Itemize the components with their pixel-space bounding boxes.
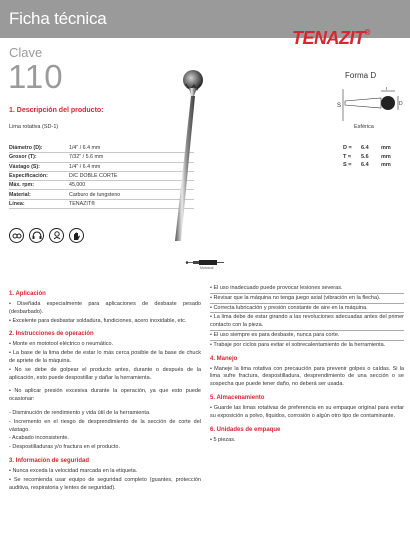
left-column (9, 285, 201, 493)
dim-row (343, 161, 393, 170)
forma-label: Forma D (345, 71, 377, 80)
dim-unit: mm (381, 145, 391, 152)
spec-label: Línea: (9, 200, 25, 207)
svg-text:S: S (337, 103, 342, 109)
dim-row (343, 153, 393, 162)
instrucciones-item: • La base de la lima debe de estar lo más cerca posible de la base de chuck de apriete de la máquina. (9, 350, 201, 364)
spec-label: Especificación: (9, 173, 48, 180)
spec-label: Diámetro (D): (9, 145, 43, 152)
gloves-icon (69, 228, 84, 243)
seguridad-item: • El uso siempre es para desbaste, nunca para corte. (210, 332, 404, 341)
dim-value: 5.6 (361, 153, 369, 160)
seguridad-item: • Trabaje por ciclos para evitar el sobrecalentamiento de la herramienta. (210, 341, 386, 348)
description-title: 1. Descripción del producto: (9, 107, 104, 114)
dim-row (343, 144, 393, 153)
instrucciones-item: • Monte en mototool eléctrico o neumático. (9, 341, 114, 348)
page-title: Ficha técnica (9, 9, 107, 28)
spec-value: TENAZIT® (69, 200, 95, 207)
mototool-label: Mototool (200, 266, 214, 270)
dim-label: D = (343, 145, 352, 152)
dim-value: 6.4 (361, 162, 369, 169)
product-image (130, 56, 220, 246)
manejo-heading: 4. Manejo (210, 355, 238, 362)
clave-number: 110 (8, 58, 64, 95)
instrucciones-item: • No aplicar presión excesiva durante la operación, ya que esto puede ocasionar: (9, 388, 201, 403)
respirator-icon (49, 228, 64, 243)
ear-protection-icon (29, 228, 44, 243)
diagram-caption: Esférica (354, 124, 374, 130)
instrucciones-item: - Acabado inconsistente. (9, 435, 69, 442)
instrucciones-heading: 2. Instrucciones de operación (9, 331, 94, 338)
aplicacion-item: • Excelente para desbastar soldadura, fundiciones, acero inoxidable, etc. (9, 317, 187, 324)
seguridad-item: • Revisar que la máquina no tenga juego axial (vibración en la flecha). (210, 295, 404, 304)
dim-value: 6.4 (361, 145, 369, 152)
brand-logo (292, 28, 370, 49)
spec-value: 1/4" / 6.4 mm (69, 163, 101, 170)
aplicacion-heading: 1. Aplicación (9, 291, 46, 297)
seguridad-item: • Nunca exceda la velocidad marcada en la etiqueta. (9, 467, 138, 474)
spec-value: 45,000 (69, 182, 86, 189)
empaque-heading: 6. Unidades de empaque (210, 426, 281, 433)
safety-icons (9, 228, 84, 243)
spec-label: Material: (9, 191, 31, 198)
goggles-icon (9, 228, 24, 243)
brand-name: TENAZIT (292, 28, 365, 48)
svg-text:D: D (399, 101, 403, 107)
seguridad-item: • La lima debe de estar girando a las revoluciones adecuadas antes del primer contacto con la pieza. (210, 314, 404, 331)
spec-label: Máx. rpm: (9, 182, 35, 189)
seguridad-item: • El uso inadecuado puede provocar lesiones severas. (210, 285, 404, 294)
seguridad-heading: 3. Información de seguridad (9, 457, 90, 464)
dim-label: T = (343, 153, 352, 160)
almacenamiento-heading: 5. Almacenamiento (210, 394, 265, 401)
spec-value: 7/32" / 5.6 mm (69, 154, 104, 161)
spec-value: Carburo de tungsteno (69, 191, 121, 198)
description-text: Lima rotativa (SD-1) (9, 124, 59, 130)
right-column (210, 285, 404, 445)
instrucciones-item: - Incremento en el riesgo de desprendimiento de la sección de corte del vástago. (9, 418, 201, 433)
spec-label: Grosor (T): (9, 154, 37, 161)
dim-unit: mm (381, 153, 391, 160)
svg-text:T: T (385, 87, 389, 92)
spec-value: 1/4" / 6.4 mm (69, 145, 101, 152)
clave-label: Clave (9, 45, 43, 60)
seguridad-item: • Se recomienda usar equipo de seguridad completo (guantes, protección auditiva, respiratoria y lentes de seguridad). (9, 476, 201, 491)
instrucciones-item: - Disminución de rendimiento y vida útil de la herramienta. (9, 409, 151, 416)
empaque-item: • 5 piezas. (210, 436, 236, 443)
aplicacion-item: • Diseñada especialmente para aplicaciones de desbaste pesado (desbarbado). (9, 301, 201, 315)
brand-reg: ® (364, 28, 370, 37)
dim-unit: mm (381, 162, 391, 169)
shape-diagram (337, 87, 405, 123)
manejo-item: • Maneje la lima rotativa con precaución para prevenir golpes o caídas. Si la lima sufre fractura, despostilladura, desprendimiento de una sección o se sospecha que puede tener daño, no deberá ser usada. (210, 365, 404, 388)
almacenamiento-item: • Guarde las limas rotativas de preferencia en su empaque original para evitar su exposición a polvo, líquidos, corrosión o algún otro tipo de contaminante. (210, 404, 404, 419)
instrucciones-item: - Despostilladuras y/o fractura en el producto. (9, 444, 120, 451)
dim-label: S = (343, 162, 352, 169)
spec-value: D/C DOBLE CORTE (69, 173, 118, 180)
instrucciones-item: • No se debe de golpear el producto antes, durante o después de la aplicación, esto puede despostillar y dañar la herramienta. (9, 366, 201, 381)
spec-label: Vástago (S): (9, 163, 40, 170)
dimensions-list (343, 144, 393, 170)
seguridad-item: • Correcta lubricación y presión constante de aire en la máquina. (210, 305, 404, 314)
